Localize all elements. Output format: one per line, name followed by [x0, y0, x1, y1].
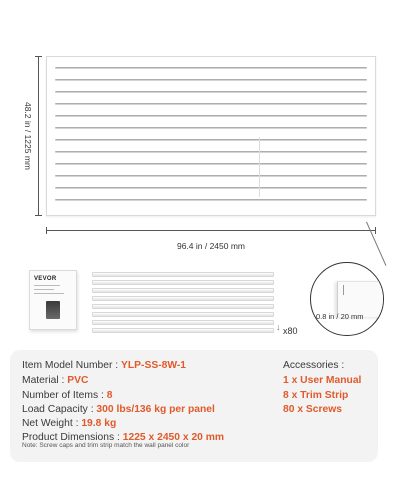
- manual-cover-picture: [46, 301, 60, 319]
- spec-label: Net Weight :: [22, 418, 82, 429]
- spec-label: Item Model Number :: [22, 360, 121, 371]
- spec-row: [22, 418, 116, 429]
- trim-strip: [92, 320, 274, 325]
- spec-row: [22, 390, 112, 401]
- spec-label: Load Capacity :: [22, 404, 97, 415]
- spec-value: 19.8 kg: [81, 418, 117, 429]
- panel-slat: [55, 151, 367, 153]
- height-label: 48.2 in / 1225 mm: [23, 101, 33, 171]
- panel-slat: [55, 187, 367, 189]
- spec-note: Note: Screw caps and trim strip match the wall panel color: [22, 442, 190, 449]
- spec-label: Number of Items :: [22, 390, 107, 401]
- panel-slat: [55, 163, 367, 165]
- panel-notch-detail: [343, 285, 344, 295]
- spec-value: YLP-SS-8W-1: [121, 360, 187, 371]
- accessory-item: 80 x Screws: [283, 404, 342, 415]
- panel-slat: [55, 91, 367, 93]
- spec-row: [22, 360, 186, 371]
- slatwall-panel: [46, 56, 376, 216]
- panel-slat: [55, 103, 367, 105]
- spec-value: 300 lbs/136 kg per panel: [96, 404, 215, 415]
- width-label: 96.4 in / 2450 mm: [176, 241, 246, 251]
- height-dimension-line: [38, 56, 39, 216]
- trim-strip: [92, 296, 274, 301]
- spec-label: Product Dimensions :: [22, 432, 123, 443]
- trim-strip: [92, 280, 274, 285]
- down-arrow-icon: ↓: [276, 322, 281, 332]
- manual-text-line: [34, 289, 54, 290]
- manual-brand-logo: VEVOR: [34, 276, 57, 282]
- manual-text-line: [34, 293, 64, 294]
- specs-panel: [10, 350, 378, 462]
- width-dimension-line: [46, 230, 376, 231]
- thickness-detail-circle: [310, 262, 384, 336]
- thickness-label: 0.8 in / 20 mm: [316, 312, 364, 321]
- panel-slat: [55, 67, 367, 69]
- panel-slat: [55, 199, 367, 201]
- spec-row: [22, 375, 88, 386]
- accessory-item: 1 x User Manual: [283, 375, 362, 386]
- spec-value: 1225 x 2450 x 20 mm: [122, 432, 225, 443]
- spec-row: [22, 404, 215, 415]
- panel-slat: [55, 175, 367, 177]
- manual-text-line: [34, 285, 60, 286]
- trim-strip: [92, 272, 274, 277]
- trim-strip: [92, 312, 274, 317]
- panel-slat: [55, 115, 367, 117]
- user-manual-image: [29, 270, 77, 330]
- panel-seam: [259, 137, 260, 197]
- trim-strip: [92, 288, 274, 293]
- trim-strip: [92, 328, 274, 333]
- trim-strip: [92, 304, 274, 309]
- spec-value: 8: [106, 390, 113, 401]
- screw-count: x80: [283, 326, 298, 336]
- accessory-item: 8 x Trim Strip: [283, 390, 349, 401]
- spec-value: PVC: [67, 375, 89, 386]
- panel-slat: [55, 139, 367, 141]
- spec-label: Material :: [22, 375, 68, 386]
- accessories-title: Accessories :: [283, 360, 345, 371]
- panel-slat: [55, 79, 367, 81]
- panel-slat: [55, 127, 367, 129]
